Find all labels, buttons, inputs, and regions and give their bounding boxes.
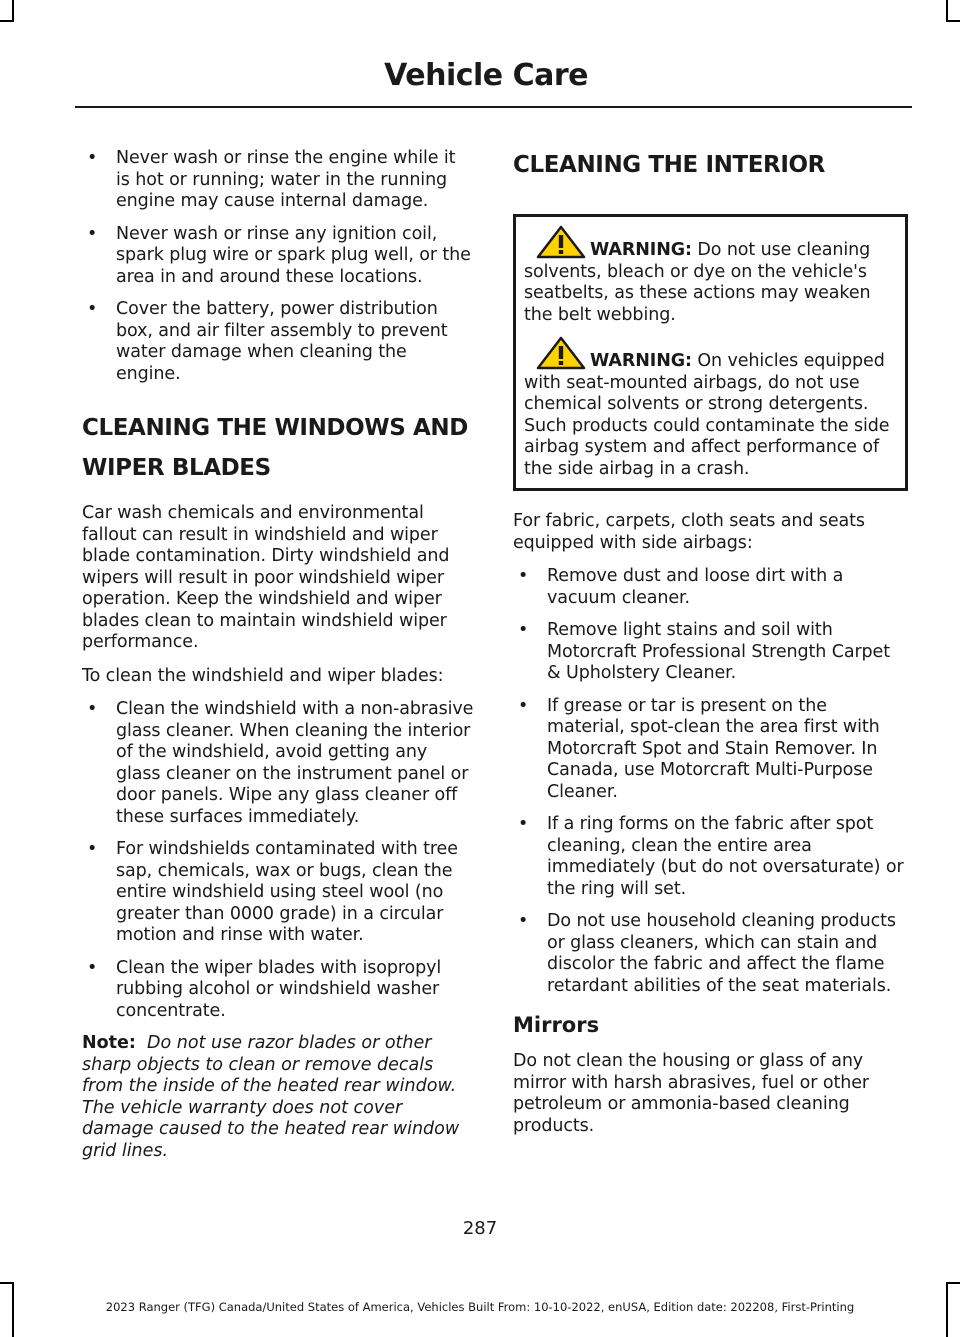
interior-bullet-list: [513, 566, 908, 997]
note: Note: Do not use razor blades or other sharp objects to clean or remove decals from the inside of the heated rear window. The vehicle warranty does not cover damage caused to the heated rear window grid lines.: [82, 1033, 460, 1161]
paragraph: To clean the windshield and wiper blades:: [82, 665, 444, 686]
crop-mark: [946, 1282, 960, 1284]
crop-mark: [946, 0, 948, 22]
warning-triangle-icon: [536, 336, 586, 370]
crop-mark: [0, 1282, 14, 1284]
page-title: Vehicle Care: [384, 58, 588, 93]
crop-mark: [946, 20, 960, 22]
crop-mark: [0, 20, 14, 22]
paragraph: For fabric, carpets, cloth seats and seats equipped with side airbags:: [513, 511, 865, 553]
list-item: • Remove dust and loose dirt with a vacuum cleaner.: [518, 566, 844, 608]
header-divider: [75, 106, 912, 108]
subheading-mirrors: Mirrors: [513, 1013, 600, 1037]
list-item: • Cover the battery, power distribution box, and air filter assembly to prevent water damage when cleaning the engine.: [87, 299, 448, 384]
list-item: • For windshields contaminated with tree sap, chemicals, wax or bugs, clean the entire windshield using steel wool (no greater than 0000 grade) in a circular motion and rinse with water.: [87, 839, 458, 945]
paragraph: Car wash chemicals and environmental fallout can result in windshield and wiper blade contamination. Dirty windshield and wipers will result in poor windshield wiper operation. Keep the windshield and wiper blades clean to maintain windshield wiper performance.: [82, 503, 450, 652]
warning-text: WARNING: Do not use cleaning solvents, bleach or dye on the vehicle's seatbelts, as these actions may weaken the belt webbing.: [524, 225, 899, 326]
list-item: • If a ring forms on the fabric after spot cleaning, clean the entire area immediately (but do not oversaturate) or the ring will set.: [518, 814, 904, 899]
left-column: [82, 148, 474, 1162]
paragraph: Do not clean the housing or glass of any mirror with harsh abrasives, fuel or other petroleum or ammonia-based cleaning products.: [513, 1051, 869, 1136]
list-item: • If grease or tar is present on the material, spot-clean the area first with Motorcraft Spot and Stain Remover. In Canada, use Motorcraft Multi-Purpose Cleaner.: [518, 695, 880, 802]
warning-box: [513, 214, 908, 491]
windshield-bullet-list: [82, 699, 474, 1022]
right-column: [513, 148, 908, 1149]
list-item: • Never wash or rinse any ignition coil, spark plug wire or spark plug well, or the area in and around these locations.: [87, 223, 471, 287]
list-item: • Clean the windshield with a non-abrasive glass cleaner. When cleaning the interior of the windshield, avoid getting any glass cleaner on the instrument panel or door panels. Wipe any glass cleaner off these surfaces immediately.: [87, 699, 474, 827]
warning-triangle-icon: [536, 225, 586, 259]
footer-text: 2023 Ranger (TFG) Canada/United States of America, Vehicles Built From: 10-10-2022, enUSA, Edition date: 202208, First-Printing: [105, 1300, 855, 1314]
warning-text: WARNING: On vehicles equipped with seat-mounted airbags, do not use chemical solvents or strong detergents. Such products could contaminate the side airbag system and affect performance of the side airbag in a crash.: [524, 336, 899, 480]
list-item: • Never wash or rinse the engine while it is hot or running; water in the running engine may cause internal damage.: [87, 148, 456, 211]
list-item: • Remove light stains and soil with Motorcraft Professional Strength Carpet & Upholstery Cleaner.: [518, 620, 890, 683]
engine-bullet-list: [82, 148, 474, 385]
crop-mark: [12, 0, 14, 22]
note-label: Note:: [82, 1033, 136, 1053]
section-heading-windows: CLEANING THE WINDOWS AND WIPER BLADES: [82, 415, 468, 481]
section-heading-interior: CLEANING THE INTERIOR: [513, 152, 825, 178]
list-item: • Do not use household cleaning products or glass cleaners, which can stain and discolor the fabric and affect the flame retardant abilities of the seat materials.: [518, 911, 896, 996]
page-number: 287: [462, 1218, 498, 1239]
list-item: • Clean the wiper blades with isopropyl rubbing alcohol or windshield washer concentrate.: [87, 957, 442, 1021]
